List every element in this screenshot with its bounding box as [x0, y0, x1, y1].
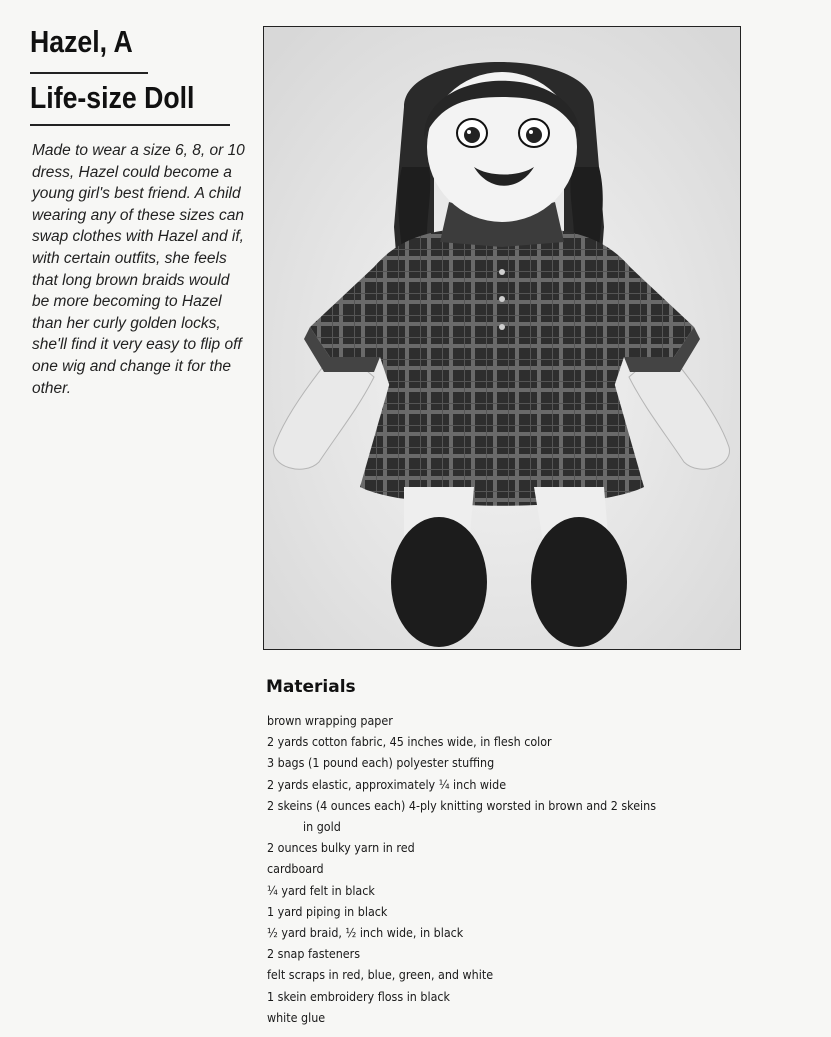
list-item: 3 bags (1 pound each) polyester stuffing — [267, 755, 495, 771]
doll-photo — [263, 26, 741, 650]
list-item: brown wrapping paper — [267, 713, 393, 728]
title-rule-top — [30, 72, 148, 74]
list-item: white glue — [267, 1009, 326, 1025]
materials-list — [267, 710, 767, 1028]
list-item: 1 yard piping in black — [267, 903, 388, 919]
title-line-2: Life-size Doll — [30, 80, 195, 115]
article-title — [30, 24, 211, 115]
list-item: 2 skeins (4 ounces each) 4-ply knitting worsted in brown and 2 skeins — [267, 797, 657, 813]
list-item: in gold — [303, 819, 341, 835]
list-item: 2 yards cotton fabric, 45 inches wide, in flesh color — [267, 734, 552, 750]
list-item: 2 snap fasteners — [267, 946, 361, 962]
list-item: 1 skein embroidery floss in black — [267, 988, 450, 1004]
list-item: ½ yard braid, ½ inch wide, in black — [267, 925, 464, 941]
list-item: felt scraps in red, blue, green, and white — [267, 967, 494, 983]
list-item: 2 yards elastic, approximately ¼ inch wide — [267, 776, 507, 792]
doll-illustration — [264, 27, 740, 649]
intro-paragraph: Made to wear a size 6, 8, or 10 dress, Hazel could become a young girl's best friend. A child wearing any of these sizes can swap clothes with Hazel and if, with certain outfits, she feels that long brown braids would be more becoming to Hazel than her curly golden locks, she'll find it very easy to flip off one wig and change it for the other. — [32, 142, 245, 397]
list-item: ¼ yard felt in black — [267, 882, 375, 898]
title-rule-bottom — [30, 124, 230, 126]
list-item: cardboard — [267, 861, 324, 877]
title-line-1: Hazel, A — [30, 24, 133, 59]
materials-heading: Materials — [266, 677, 356, 697]
list-item: 2 ounces bulky yarn in red — [267, 840, 415, 856]
